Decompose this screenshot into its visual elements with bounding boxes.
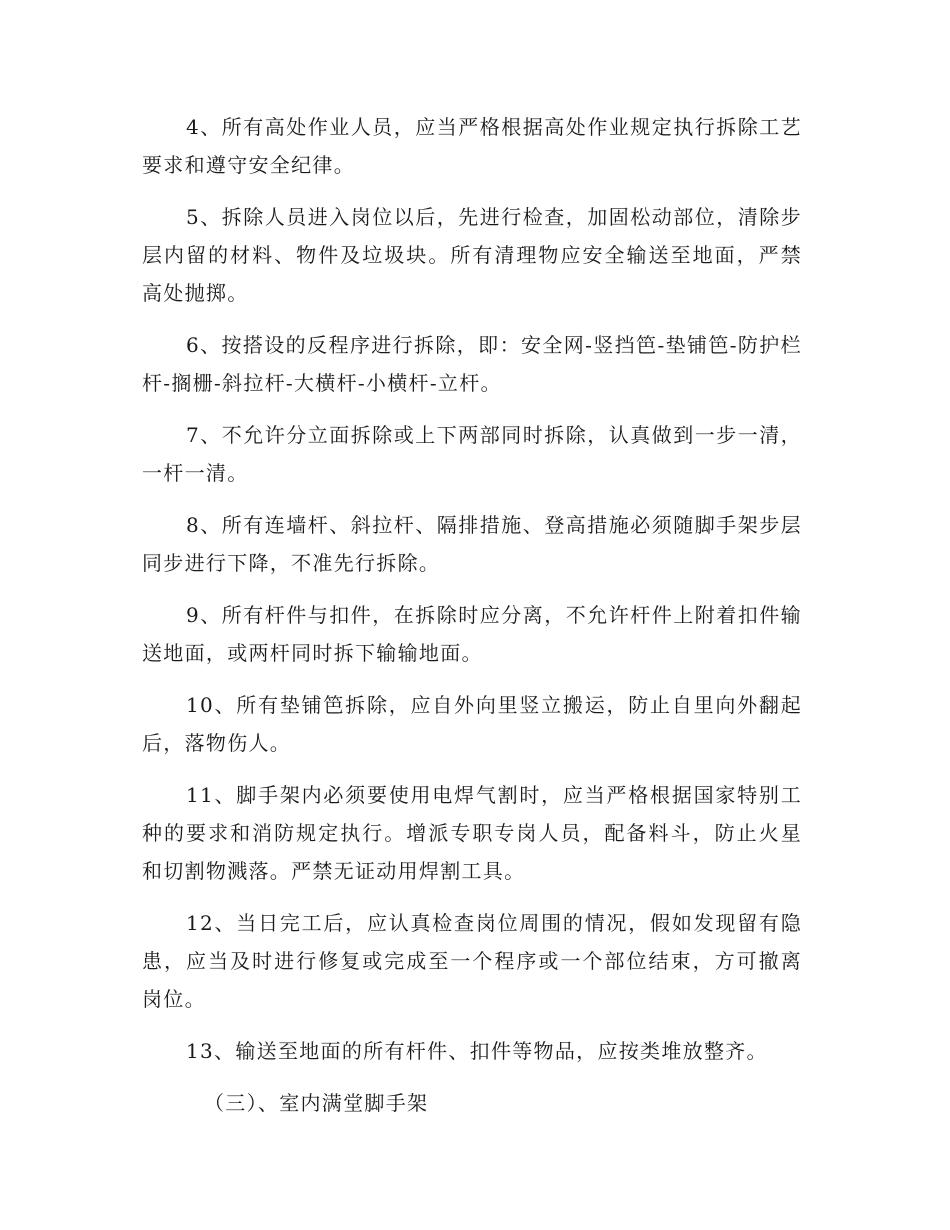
paragraph-item-13: 13、输送至地面的所有杆件、扣件等物品，应按类堆放整齐。 xyxy=(186,1039,768,1063)
paragraph-item-8: 8、所有连墙杆、斜拉杆、隔排措施、登高措施必须随脚手架步层同步进行下降，不准先行拆除。 xyxy=(142,513,802,575)
paragraph-item-4: 4、所有高处作业人员，应当严格根据高处作业规定执行拆除工艺要求和遵守安全纪律。 xyxy=(142,115,802,177)
section-heading: （三）、室内满堂脚手架 xyxy=(204,1091,429,1115)
document-body xyxy=(142,108,802,1122)
paragraph-item-12: 12、当日完工后，应认真检查岗位周围的情况，假如发现留有隐患，应当及时进行修复或完成至一个程序或一个部位结束，方可撤离岗位。 xyxy=(142,911,802,1011)
paragraph-item-6: 6、按搭设的反程序进行拆除，即：安全网-竖挡笆-垫铺笆-防护栏杆-搁栅-斜拉杆-大横杆-小横杆-立杆。 xyxy=(142,333,802,395)
paragraph-item-11: 11、脚手架内必须要使用电焊气割时，应当严格根据国家特别工种的要求和消防规定执行。增派专职专岗人员，配备料斗，防止火星和切割物溅落。严禁无证动用焊割工具。 xyxy=(142,783,802,883)
paragraph-item-10: 10、所有垫铺笆拆除，应自外向里竖立搬运，防止自里向外翻起后，落物伤人。 xyxy=(142,693,802,755)
paragraph-item-7: 7、不允许分立面拆除或上下两部同时拆除，认真做到一步一清，一杆一清。 xyxy=(142,423,802,485)
paragraph-item-5: 5、拆除人员进入岗位以后，先进行检查，加固松动部位，清除步层内留的材料、物件及垃圾块。所有清理物应安全输送至地面，严禁高处抛掷。 xyxy=(142,205,802,305)
paragraph-item-9: 9、所有杆件与扣件，在拆除时应分离，不允许杆件上附着扣件输送地面，或两杆同时拆下输输地面。 xyxy=(142,603,802,665)
